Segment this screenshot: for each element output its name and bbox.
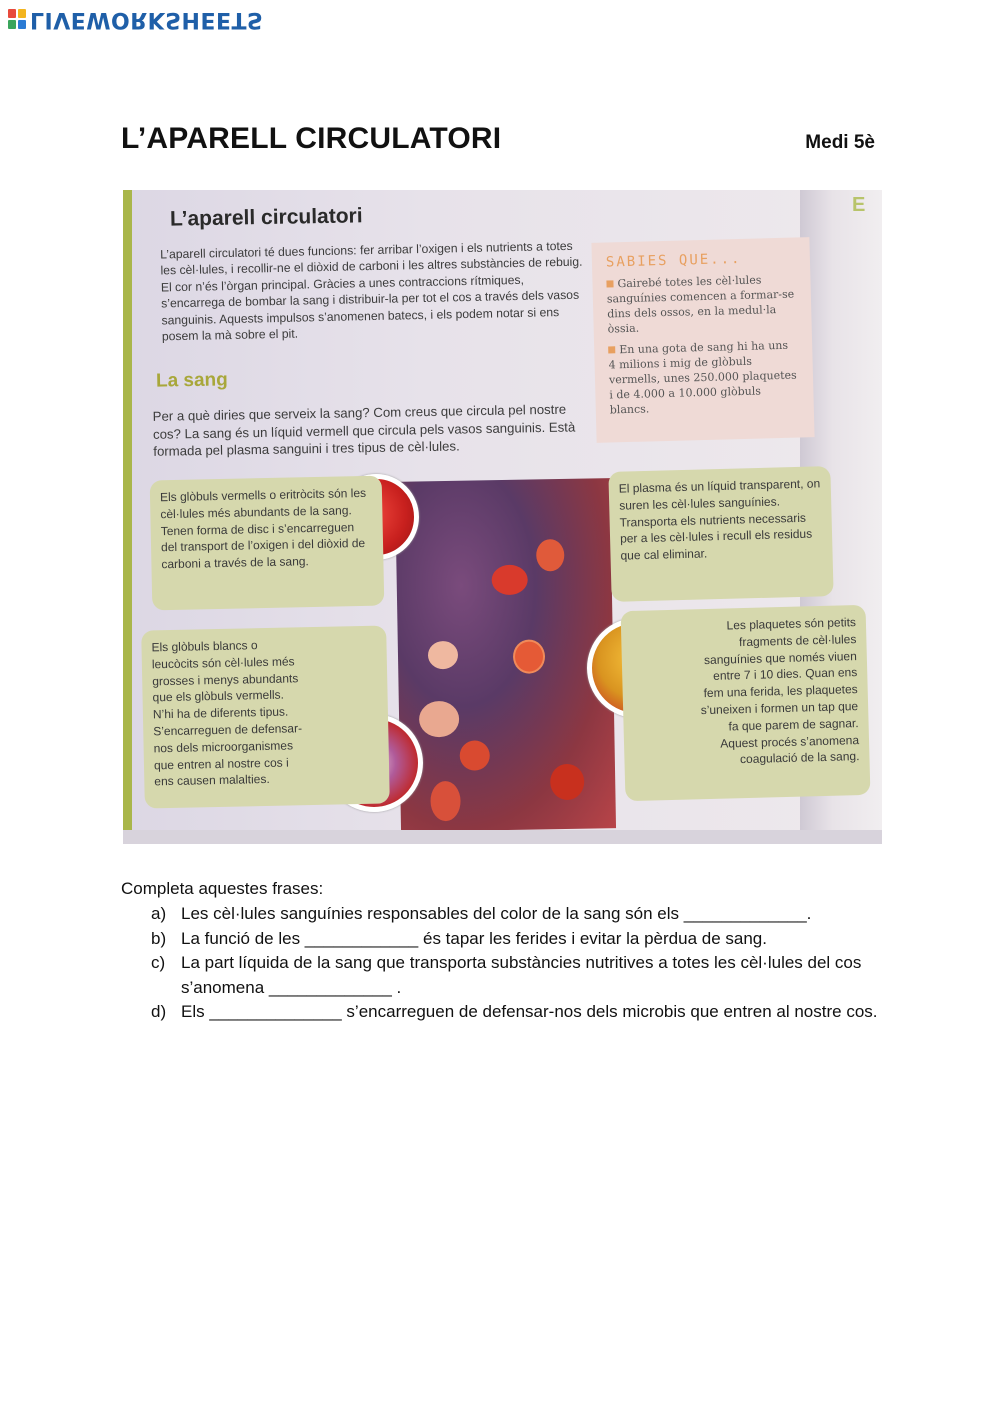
question-text[interactable]: Les cèl·lules sanguínies responsables del color de la sang són els _____________. bbox=[181, 904, 812, 923]
globuls-blancs-box: Els glòbuls blancs o leucòcits són cèl·lules més grosses i menys abundants que els glòbuls vermells. N’hi ha de diferents tipus. S’encarreguen de defensar-nos dels microorganismes que entren al nostre cos i ens causen malalties. bbox=[141, 625, 390, 808]
question-letter: a) bbox=[151, 904, 167, 923]
plaquetes-box: Les plaquetes són petits fragments de cèl·lules sanguínies que només viuen entre 7 i 10 dies. Quan ens fem una ferida, les plaquetes s’uneixen i formen un tap que fa que parem de sagnar. Aquest procés s’anomena coagulació de la sang. bbox=[621, 605, 871, 801]
facing-page: E bbox=[800, 190, 882, 844]
sabies-item: Gairebé totes les cèl·lules sanguínies comencen a formar-se dins dels ossos, en la medul·la òssia. bbox=[606, 273, 795, 336]
bullet-icon bbox=[606, 280, 613, 287]
page-edge bbox=[123, 190, 132, 844]
question-text[interactable]: Els ______________ s’encarreguen de defensar-nos dels microbis que entren al nostre cos. bbox=[181, 1002, 878, 1021]
logo-blocks-icon bbox=[8, 9, 26, 29]
page-bottom bbox=[123, 830, 882, 844]
blood-micrograph bbox=[395, 478, 616, 832]
question-item bbox=[151, 902, 881, 927]
logo-text: LIVEWORKSHEETS bbox=[30, 6, 264, 32]
sabies-que-box bbox=[591, 237, 814, 443]
section-heading: La sang bbox=[155, 369, 228, 392]
question-letter: d) bbox=[151, 1002, 167, 1021]
sabies-heading: SABIES QUE... bbox=[605, 250, 742, 271]
textbook-photo bbox=[123, 190, 882, 844]
bullet-icon bbox=[608, 346, 615, 353]
exercise bbox=[121, 877, 881, 1025]
question-item bbox=[151, 1000, 881, 1025]
question-item bbox=[151, 951, 881, 1000]
book-heading: L’aparell circulatori bbox=[169, 204, 363, 231]
page-title: L’APARELL CIRCULATORI bbox=[121, 122, 502, 155]
question-text[interactable]: La funció de les ____________ és tapar les ferides i evitar la pèrdua de sang. bbox=[181, 928, 767, 948]
question-item bbox=[151, 927, 881, 952]
subject-label: Medi 5è bbox=[805, 132, 875, 153]
liveworksheets-logo bbox=[8, 4, 263, 34]
question-text[interactable]: La part líquida de la sang que transporta substàncies nutritives a totes les cèl·lules del cos s’anomena _____________ . bbox=[181, 953, 862, 997]
question-letter: c) bbox=[151, 953, 166, 972]
plasma-box: El plasma és un líquid transparent, on suren les cèl·lules sanguínies. Transporta els nutrients necessaris per a les cèl·lules i recull els residus que cal eliminar. bbox=[608, 466, 833, 602]
globuls-vermells-box: Els glòbuls vermells o eritròcits són les cèl·lules més abundants de la sang. Tenen forma de disc i s’encarreguen del transport de l’oxigen i del diòxid de carboni a través de la sang. bbox=[150, 476, 385, 611]
sabies-item: En una gota de sang hi ha uns 4 milions i mig de glòbuls vermells, unes 250.000 plaquetes i de 4.000 a 10.000 glòbuls blancs. bbox=[608, 338, 797, 417]
section-text: Per a què diries que serveix la sang? Com creus que circula pel nostre cos? La sang és un líquid vermell que circula pels vasos sanguinis. Està formada pel plasma sanguini i tres tipus de cèl·lules. bbox=[152, 401, 576, 459]
book-intro: L’aparell circulatori té dues funcions: fer arribar l’oxigen i els nutrients a totes les cèl·lules, i recollir-ne el diòxid de carboni i les altres substàncies de rebuig. El cor n’és l’òrgan principal. Gràcies a unes contraccions rítmiques, s’encarrega de bombar la sang i distribuir-la per tot el cos a través dels vasos sanguinis. Aquests impulsos s’anomenen batecs, i els podem notar si ens posem la mà sobre el pit. bbox=[160, 238, 583, 344]
exercise-instruction: Completa aquestes frases: bbox=[121, 879, 324, 898]
question-letter: b) bbox=[151, 928, 167, 948]
